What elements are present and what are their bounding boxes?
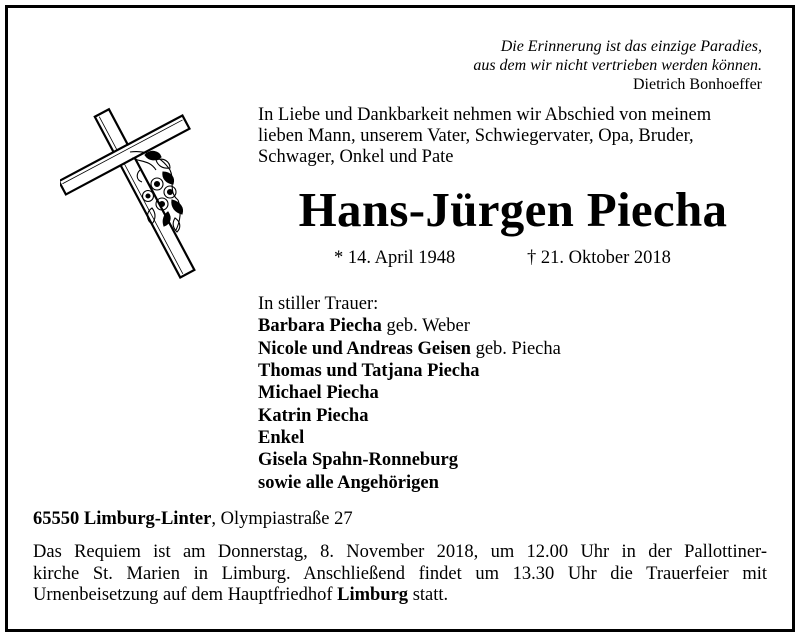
mourner-line	[258, 472, 439, 494]
address	[33, 508, 353, 530]
mourner-name: Gisela Spahn-Ronneburg	[258, 450, 458, 470]
requiem-line-2: kirche St. Marien in Limburg. Anschließend findet um 13.30 Uhr die Trauerfeier mit	[33, 563, 767, 584]
mourner-name: Enkel	[258, 428, 305, 448]
death-date: † 21. Oktober 2018	[527, 248, 671, 268]
mourner-name: Michael Piecha	[258, 383, 379, 403]
mourner-name: Barbara Piecha	[258, 316, 382, 336]
requiem-line-3-b: statt.	[408, 585, 449, 605]
mourner-line	[258, 315, 470, 337]
birth-date: * 14. April 1948	[334, 248, 456, 268]
mourner-line	[258, 427, 304, 449]
intro-line-1: In Liebe und Dankbarkeit nehmen wir Abschied von meinem	[258, 105, 712, 125]
quote-line-1: Die Erinnerung ist das einzige Paradies,	[500, 38, 762, 55]
mourner-suffix: geb. Weber	[381, 316, 470, 336]
mourner-line	[258, 405, 368, 427]
requiem-line-3-a: Urnenbeisetzung auf dem Hauptfriedhof	[33, 585, 338, 605]
requiem-line-3	[33, 585, 767, 607]
mourner-name: Nicole und Andreas Geisen	[258, 339, 471, 359]
mourner-line	[258, 338, 561, 360]
intro-line-3: Schwager, Onkel und Pate	[258, 147, 454, 167]
mourner-line	[258, 360, 480, 382]
requiem-place: Limburg	[337, 585, 409, 605]
quote-line-2: aus dem wir nicht vertrieben werden können.	[473, 57, 762, 74]
mourner-suffix: geb. Piecha	[470, 339, 561, 359]
requiem-text	[33, 542, 767, 607]
mourner-name: sowie alle Angehörigen	[258, 473, 439, 493]
mourner-line	[258, 449, 458, 471]
quote-author: Dietrich Bonhoeffer	[633, 76, 762, 93]
address-street: , Olympiastraße 27	[211, 509, 353, 529]
intro-line-2: lieben Mann, unserem Vater, Schwiegervater, Opa, Bruder,	[258, 126, 694, 146]
mourner-line	[258, 382, 379, 404]
mourner-name: Katrin Piecha	[258, 406, 369, 426]
mourners-heading: In stiller Trauer:	[258, 294, 379, 314]
cross-with-flowers-icon	[60, 100, 230, 285]
deceased-name: Hans-Jürgen Piecha	[298, 182, 728, 237]
requiem-line-1: Das Requiem ist am Donnerstag, 8. November 2018, um 12.00 Uhr in der Pallottiner-	[33, 542, 767, 562]
address-city: 65550 Limburg-Linter	[33, 509, 212, 529]
mourner-name: Thomas und Tatjana Piecha	[258, 361, 480, 381]
